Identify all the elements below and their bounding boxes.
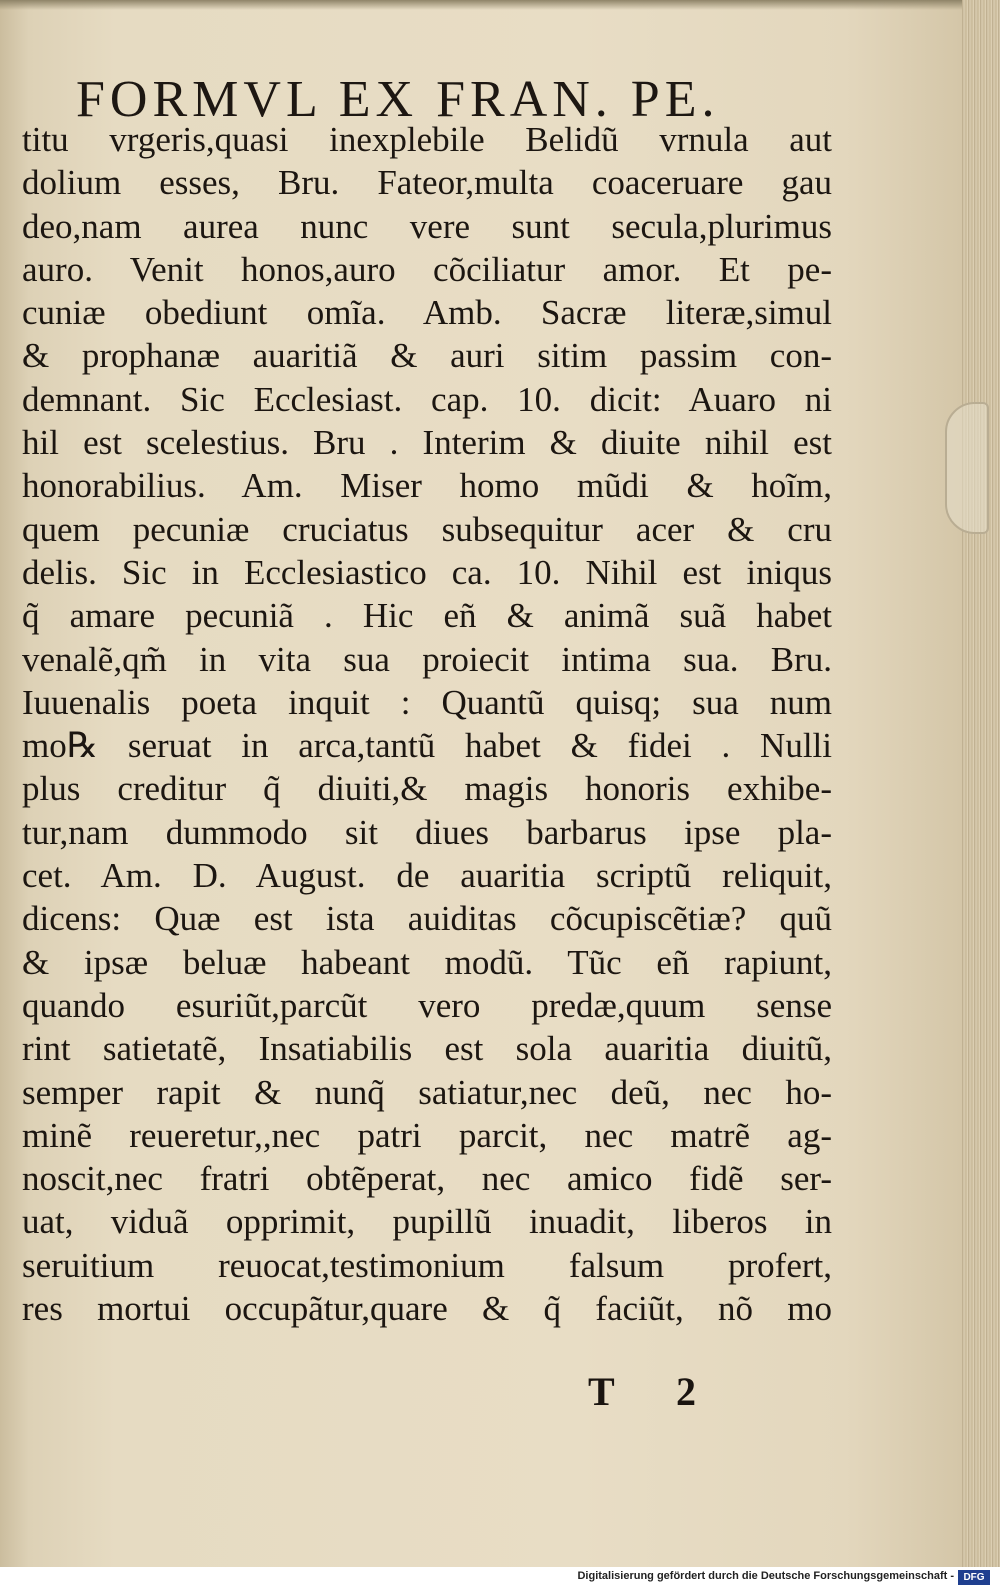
- text-line: rint satietatẽ, Insatiabilis est sola auaritia diuitũ,: [22, 1029, 832, 1069]
- text-line: cuniæ obediunt omĩa. Amb. Sacræ literæ,simul: [22, 293, 832, 333]
- top-shadow: [0, 0, 962, 10]
- text-line: minẽ reueretur,,nec patri parcit, nec matrẽ ag-: [22, 1115, 832, 1155]
- text-line: uat, viduã opprimit, pupillũ inuadit, liberos in: [22, 1202, 832, 1242]
- text-line: honorabilius. Am. Miser homo mũdi & hoĩm,: [22, 466, 832, 506]
- dfg-logo: DFG: [958, 1570, 990, 1585]
- text-line: seruitium reuocat,testimonium falsum profert,: [22, 1245, 832, 1285]
- text-line: venalẽ,qm̃ in vita sua proiecit intima sua. Bru.: [22, 639, 832, 679]
- text-line: cet. Am. D. August. de auaritia scriptũ reliquit,: [22, 856, 832, 896]
- text-line: quando esuriũt,parcũt vero predæ,quum sense: [22, 985, 832, 1025]
- text-line: hil est scelestius. Bru . Interim & diuite nihil est: [22, 423, 832, 463]
- text-line: res mortui occupãtur,quare & q̃ faciũt, nõ mo: [22, 1289, 832, 1329]
- text-line: quem pecuniæ cruciatus subsequitur acer & cru: [22, 509, 832, 549]
- text-line: dolium esses, Bru. Fateor,multa coaceruare gau: [22, 163, 832, 203]
- text-line: delis. Sic in Ecclesiastico ca. 10. Nihil est iniqus: [22, 552, 832, 592]
- text-line: noscit,nec fratri obtẽperat, nec amico fidẽ ser-: [22, 1159, 832, 1199]
- text-line: tur,nam dummodo sit diues barbarus ipse pla-: [22, 812, 832, 852]
- text-line: Iuuenalis poeta inquit : Quantũ quisq; sua num: [22, 682, 832, 722]
- bookmark-tab: [945, 402, 989, 534]
- text-line: demnant. Sic Ecclesiast. cap. 10. dicit: Auaro ni: [22, 379, 832, 419]
- running-head: FORMVL EX FRAN. PE.: [76, 71, 720, 128]
- text-line: plus creditur q̃ diuiti,& magis honoris exhibe-: [22, 769, 832, 809]
- page-edges: [962, 0, 1000, 1567]
- footer-credit: Digitalisierung gefördert durch die Deutsche Forschungsgemeinschaft -: [577, 1570, 954, 1582]
- text-line: semper rapit & nunq̃ satiatur,nec deũ, nec ho-: [22, 1072, 832, 1112]
- text-line: q̃ amare pecuniã . Hic eñ & animã suã habet: [22, 596, 832, 636]
- signature-mark: T 2: [588, 1369, 722, 1414]
- text-line: & ipsæ beluæ habeant modũ. Tũc eñ rapiunt,: [22, 942, 832, 982]
- text-line: mo℞ seruat in arca,tantũ habet & fidei . Nulli: [22, 726, 832, 766]
- text-line: titu vrgeris,quasi inexplebile Belidũ vrnula aut: [22, 120, 832, 159]
- text-line: dicens: Quæ est ista auiditas cõcupiscẽtiæ? quũ: [22, 899, 832, 939]
- footer-bar: [0, 1567, 1000, 1589]
- text-line: auro. Venit honos,auro cõciliatur amor. Et pe-: [22, 249, 832, 289]
- text-line: & prophanæ auaritiã & auri sitim passim con-: [22, 336, 832, 376]
- body-text: [22, 118, 832, 1330]
- text-line: deo,nam aurea nunc vere sunt secula,plurimus: [22, 206, 832, 246]
